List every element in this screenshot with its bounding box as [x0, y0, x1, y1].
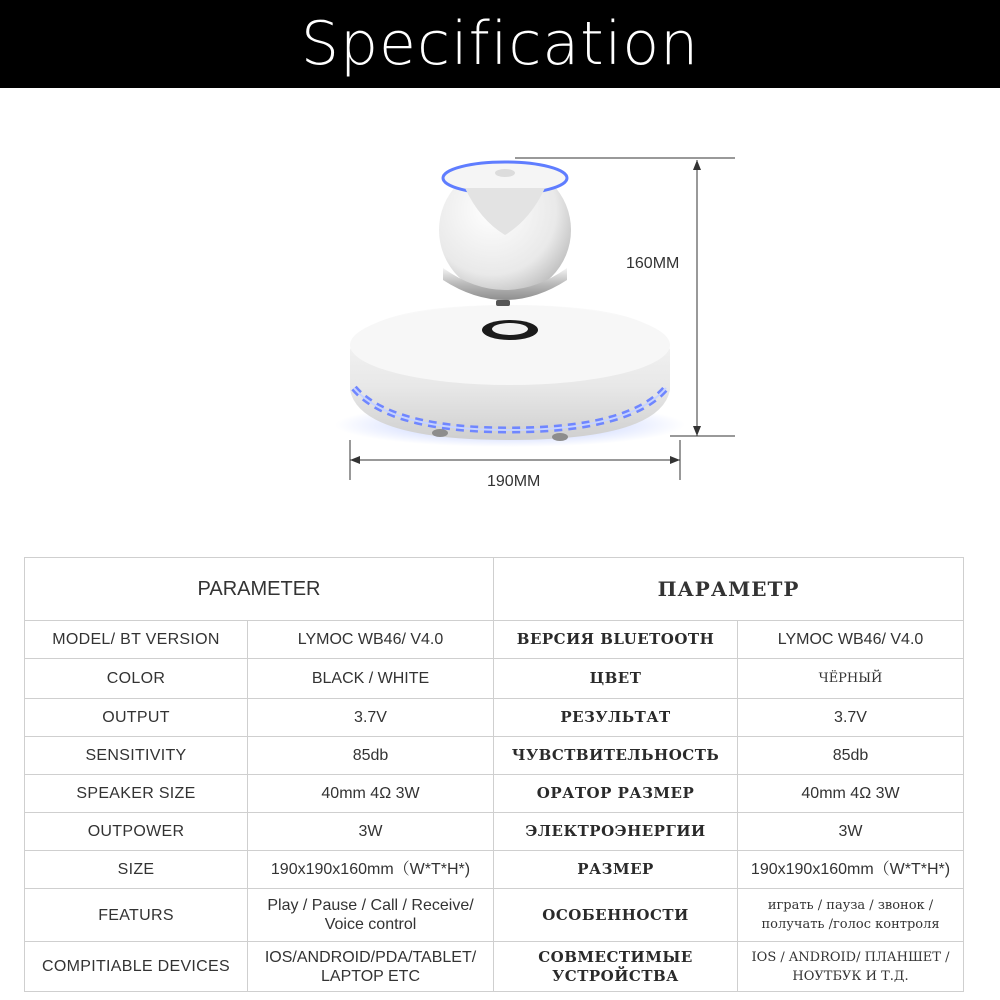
page-title: Specification: [0, 0, 1000, 88]
levitating-speaker-illustration: [330, 140, 750, 500]
row-label-en: COMPITIABLE DEVICES: [25, 942, 248, 992]
row-label-en: FEATURS: [25, 889, 248, 942]
base-top: [350, 305, 670, 385]
table-header-row: [25, 558, 964, 621]
row-label-ru: РАЗМЕР: [494, 851, 738, 889]
row-value-en: 3W: [248, 813, 494, 851]
row-label-en: SENSITIVITY: [25, 737, 248, 775]
row-label-ru: ОСОБЕННОСТИ: [494, 889, 738, 942]
specification-table: [24, 557, 964, 992]
row-value-ru: играть / пауза / звонок / получать /голос контроля: [738, 889, 964, 942]
table-row: [25, 621, 964, 659]
row-label-ru: ОРАТОР РАЗМЕР: [494, 775, 738, 813]
table-row: [25, 659, 964, 699]
header-parameter-ru: ПАРАМЕТР: [494, 558, 964, 621]
row-label-en: COLOR: [25, 659, 248, 699]
table-row: [25, 813, 964, 851]
row-value-en: LYMOC WB46/ V4.0: [248, 621, 494, 659]
row-value-ru: ЧЁРНЫЙ: [738, 659, 964, 699]
row-value-en: Play / Pause / Call / Receive/ Voice control: [248, 889, 494, 942]
row-label-ru: ЦВЕТ: [494, 659, 738, 699]
row-label-ru: РЕЗУЛЬТАТ: [494, 699, 738, 737]
row-label-ru: ЭЛЕКТРОЭНЕРГИИ: [494, 813, 738, 851]
row-value-en: 40mm 4Ω 3W: [248, 775, 494, 813]
height-dimension-label: 160MM: [626, 255, 680, 272]
table-row: [25, 942, 964, 992]
row-value-ru: 40mm 4Ω 3W: [738, 775, 964, 813]
row-value-en: 190x190x160mm（W*T*H*): [248, 851, 494, 889]
row-value-en: 85db: [248, 737, 494, 775]
row-value-ru: 3W: [738, 813, 964, 851]
row-value-en: BLACK / WHITE: [248, 659, 494, 699]
base-foot: [432, 429, 448, 437]
row-value-en: 3.7V: [248, 699, 494, 737]
table-row: [25, 775, 964, 813]
row-value-ru: 85db: [738, 737, 964, 775]
row-label-en: OUTPOWER: [25, 813, 248, 851]
table-row: [25, 889, 964, 942]
row-label-ru: СОВМЕСТИМЫЕ УСТРОЙСТВА: [494, 942, 738, 992]
row-value-en: IOS/ANDROID/PDA/TABLET/ LAPTOP ETC: [248, 942, 494, 992]
table-row: [25, 851, 964, 889]
row-label-en: SIZE: [25, 851, 248, 889]
row-value-ru: IOS / ANDROID/ ПЛАНШЕТ /НОУТБУК И Т.Д.: [738, 942, 964, 992]
row-label-en: OUTPUT: [25, 699, 248, 737]
base-foot: [552, 433, 568, 441]
row-value-ru: 3.7V: [738, 699, 964, 737]
row-label-en: MODEL/ BT VERSION: [25, 621, 248, 659]
table-row: [25, 737, 964, 775]
header-parameter-en: PARAMETER: [25, 558, 494, 621]
row-label-ru: ЧУВСТВИТЕЛЬНОСТЬ: [494, 737, 738, 775]
row-value-ru: LYMOC WB46/ V4.0: [738, 621, 964, 659]
row-label-ru: ВЕРСИЯ BLUETOOTH: [494, 621, 738, 659]
table-row: [25, 699, 964, 737]
width-dimension-label: 190MM: [487, 473, 541, 490]
usb-port: [496, 300, 510, 306]
row-value-ru: 190x190x160mm（W*T*H*): [738, 851, 964, 889]
row-label-en: SPEAKER SIZE: [25, 775, 248, 813]
